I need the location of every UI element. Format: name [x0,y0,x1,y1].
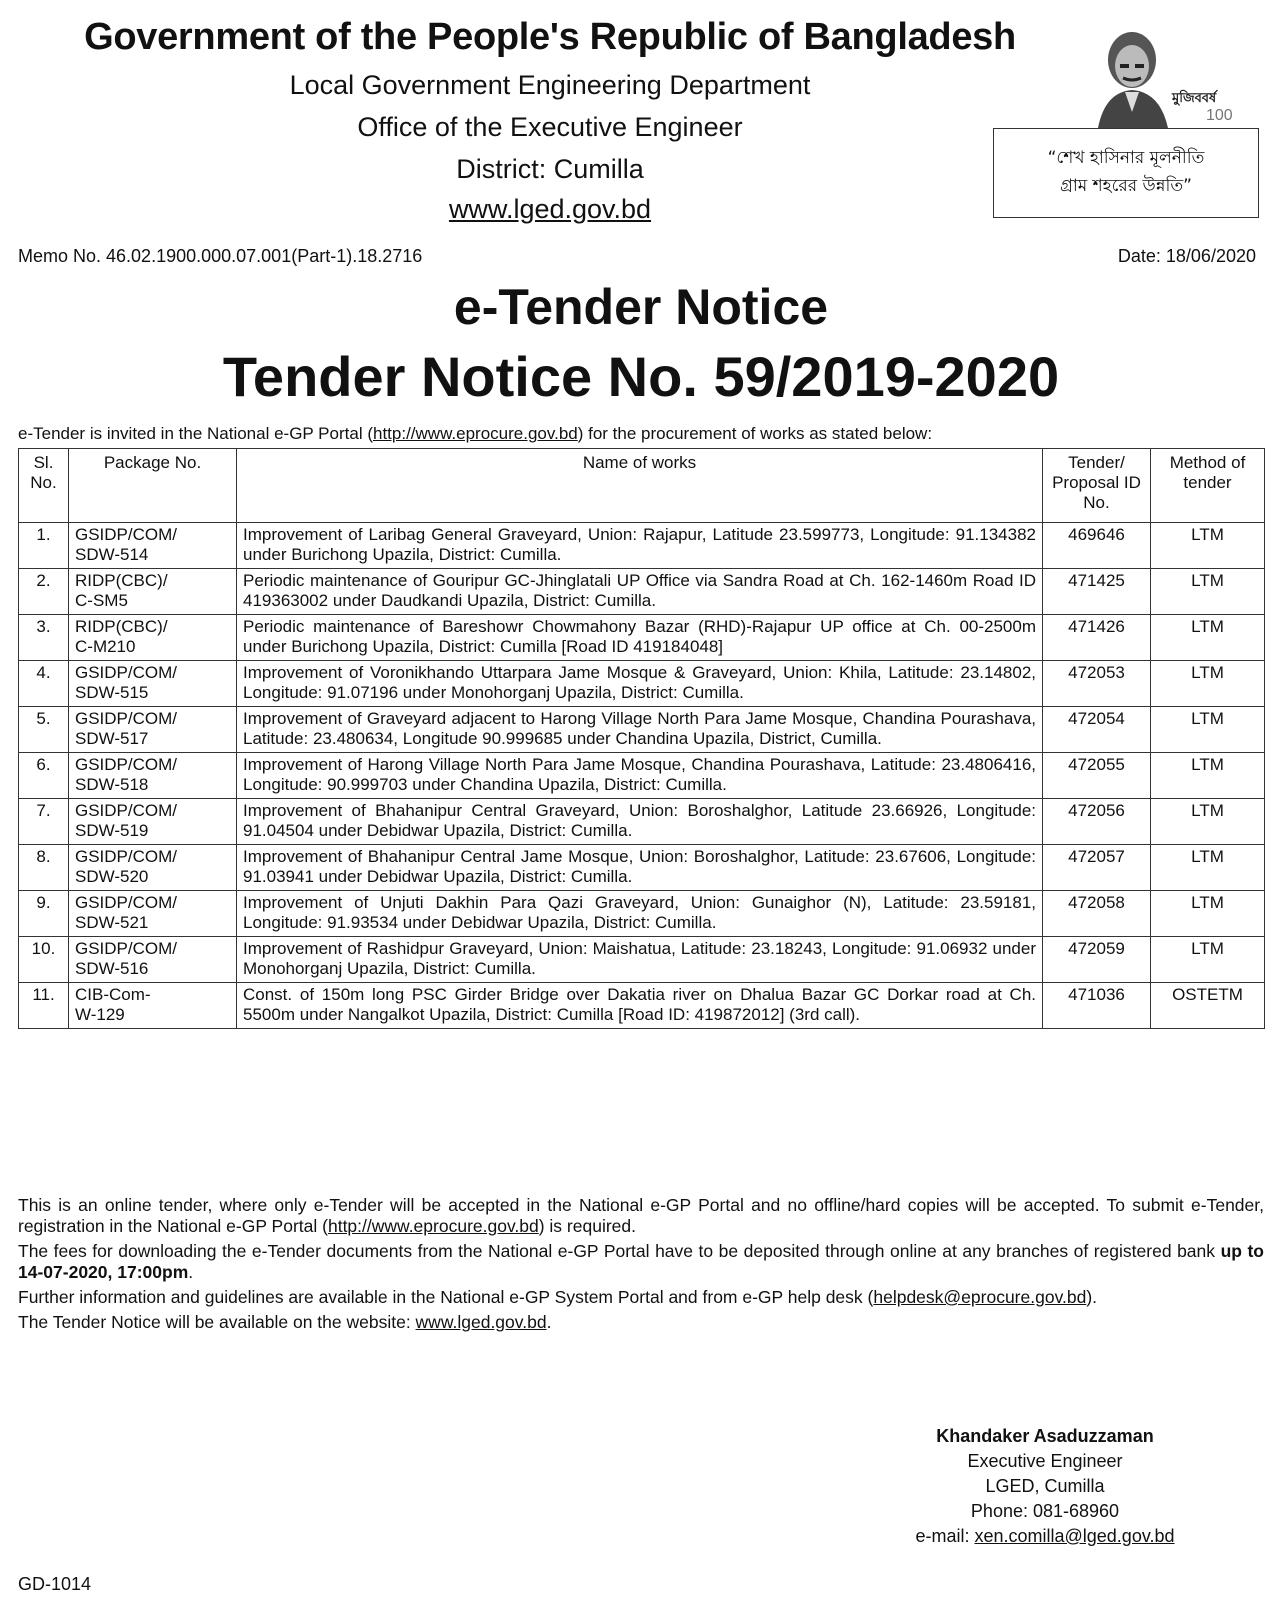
fees-paragraph: The fees for downloading the e-Tender documents from the National e-GP Portal have to be deposited through online at any branches of registered bank up to 14-07-2020, 17:00pm. [18,1241,1264,1282]
package-line-2: C-M210 [75,637,136,656]
lged-website-link[interactable]: www.lged.gov.bd [415,1312,547,1332]
table-row [19,799,1265,845]
package-line-1: GSIDP/COM/ [75,847,178,866]
row-sl: 11. [19,983,69,1029]
row-tender-id: 472053 [1043,661,1151,707]
row-work-name: Const. of 150m long PSC Girder Bridge over Dakatia river on Dhalua Bazar GC Dorkar road at Ch. 5500m under Nangalkot Upazila, District: Cumilla [Road ID: 419872012] (3rd call). [237,983,1043,1029]
row-package [69,937,237,983]
government-title: Government of the People's Republic of Bangladesh [84,16,1016,58]
slogan-box [993,128,1259,218]
package-line-1: GSIDP/COM/ [75,755,178,774]
row-work-name: Periodic maintenance of Gouripur GC-Jhinglatali UP Office via Sandra Road at Ch. 162-1460m Road ID 419363002 under Daudkandi Upazila, District: Cumilla. [237,569,1043,615]
package-line-2: SDW-515 [75,683,149,702]
table-row [19,983,1265,1029]
row-tender-id: 471036 [1043,983,1151,1029]
district-name: District: Cumilla [456,154,644,184]
signatory-name: Khandaker Asaduzzaman [936,1426,1154,1446]
row-method: LTM [1151,707,1265,753]
row-sl: 9. [19,891,69,937]
row-tender-id: 471425 [1043,569,1151,615]
table-header-row [19,449,1265,523]
row-method: LTM [1151,523,1265,569]
row-tender-id: 472057 [1043,845,1151,891]
row-work-name: Improvement of Laribag General Graveyard, Union: Rajapur, Latitude 23.599773, Longitude: 91.134382 under Burichong Upazila, District: Cumilla. [237,523,1043,569]
table-row [19,615,1265,661]
row-package [69,523,237,569]
row-package [69,845,237,891]
package-line-1: GSIDP/COM/ [75,663,178,682]
signature-block [880,1424,1210,1549]
col-name: Name of works [237,449,1043,523]
package-line-1: GSIDP/COM/ [75,709,178,728]
slogan-line-1: “শেখ হাসিনার মূলনীতি [1047,148,1205,168]
gd-code: GD-1014 [18,1574,92,1594]
col-package: Package No. [69,449,237,523]
table-row [19,569,1265,615]
helpdesk-paragraph: Further information and guidelines are available in the National e-GP System Portal and from e-GP help desk (helpdesk@eprocure.gov.bd). [18,1287,1098,1307]
row-work-name: Improvement of Rashidpur Graveyard, Union: Maishatua, Latitude: 23.18243, Longitude: 91.06932 under Monohorganj Upazila, District: Cumilla. [237,937,1043,983]
row-method: LTM [1151,753,1265,799]
svg-text:মুজিববর্ষ: মুজিববর্ষ [1172,91,1217,106]
slogan-line-2: গ্রাম শহরের উন্নতি” [1060,176,1192,196]
row-sl: 7. [19,799,69,845]
package-line-2: W-129 [75,1005,125,1024]
row-tender-id: 471426 [1043,615,1151,661]
table-row [19,937,1265,983]
package-line-2: SDW-521 [75,913,149,932]
row-sl: 3. [19,615,69,661]
package-line-1: GSIDP/COM/ [75,525,178,544]
signatory-phone: Phone: 081-68960 [970,1501,1120,1521]
row-work-name: Improvement of Bhahanipur Central Graveyard, Union: Boroshalghor, Latitude 23.66926, Longitude: 91.04504 under Debidwar Upazila, District: Cumilla. [237,799,1043,845]
row-sl: 8. [19,845,69,891]
table-row [19,661,1265,707]
package-line-2: SDW-516 [75,959,149,978]
row-method: LTM [1151,661,1265,707]
online-tender-paragraph: This is an online tender, where only e-Tender will be accepted in the National e-GP Portal and no offline/hard copies will be accepted. To submit e-Tender, registration in the National e-GP Portal (http://www.eprocure.gov.bd) is required. [18,1195,1264,1236]
row-package [69,799,237,845]
row-package [69,983,237,1029]
svg-text:100: 100 [1206,107,1233,124]
row-tender-id: 472059 [1043,937,1151,983]
table-row [19,707,1265,753]
package-line-2: SDW-514 [75,545,149,564]
notice-title: e-Tender Notice [453,279,829,335]
package-line-2: C-SM5 [75,591,128,610]
package-line-1: GSIDP/COM/ [75,801,178,820]
row-work-name: Periodic maintenance of Bareshowr Chowmahony Bazar (RHD)-Rajapur UP office at Ch. 00-2500m under Burichong Upazila, District: Cumilla [Road ID 419184048] [237,615,1043,661]
row-work-name: Improvement of Harong Village North Para Jame Mosque, Chandina Pourashava, Latitude: 23.4806416, Longitude: 90.999703 under Chandina Upazila, District: Cumilla. [237,753,1043,799]
row-package [69,707,237,753]
col-id: Tender/ Proposal ID No. [1043,449,1151,523]
row-package [69,891,237,937]
row-method: LTM [1151,891,1265,937]
table-row [19,753,1265,799]
website-paragraph: The Tender Notice will be available on the website: www.lged.gov.bd. [18,1312,552,1332]
package-line-1: GSIDP/COM/ [75,893,178,912]
package-line-1: RIDP(CBC)/ [75,617,168,636]
table-row [19,891,1265,937]
row-method: OSTETM [1151,983,1265,1029]
row-work-name: Improvement of Bhahanipur Central Jame Mosque, Union: Boroshalghor, Latitude: 23.67606, Longitude: 91.03941 under Debidwar Upazila, District: Cumilla. [237,845,1043,891]
row-tender-id: 469646 [1043,523,1151,569]
tender-table [18,448,1265,1029]
terms-block [18,1195,1264,1337]
portrait-icon [1070,20,1240,130]
office-name: Office of the Executive Engineer [357,112,743,142]
mujib-borsho-logo [1070,20,1240,130]
package-line-2: SDW-520 [75,867,149,886]
row-sl: 4. [19,661,69,707]
row-method: LTM [1151,845,1265,891]
row-tender-id: 472058 [1043,891,1151,937]
signatory-office: LGED, Cumilla [985,1476,1105,1496]
row-method: LTM [1151,615,1265,661]
deadline: up to 14-07-2020, 17:00pm [18,1241,1264,1282]
tender-notice-number: Tender Notice No. 59/2019-2020 [222,345,1060,408]
row-method: LTM [1151,937,1265,983]
row-method: LTM [1151,569,1265,615]
row-tender-id: 472056 [1043,799,1151,845]
row-package [69,661,237,707]
invitation-line: e-Tender is invited in the National e-GP Portal (http://www.eprocure.gov.bd) for the procurement of works as stated below: [18,424,933,443]
row-tender-id: 472055 [1043,753,1151,799]
header-website-link[interactable]: www.lged.gov.bd [448,194,652,224]
signatory-email-link[interactable]: xen.comilla@lged.gov.bd [974,1526,1175,1546]
row-method: LTM [1151,799,1265,845]
notice-date: Date: 18/06/2020 [1117,246,1256,266]
row-sl: 6. [19,753,69,799]
table-row [19,845,1265,891]
row-work-name: Improvement of Voronikhando Uttarpara Jame Mosque & Graveyard, Union: Khila, Latitude: 23.14802, Longitude: 91.07196 under Monohorganj Upazila, District: Cumilla. [237,661,1043,707]
package-line-1: GSIDP/COM/ [75,939,178,958]
row-work-name: Improvement of Unjuti Dakhin Para Qazi Graveyard, Union: Gunaighor (N), Latitude: 23.59181, Longitude: 91.93534 under Debidwar Upazila, District: Cumilla. [237,891,1043,937]
row-sl: 10. [19,937,69,983]
row-package [69,569,237,615]
row-work-name: Improvement of Graveyard adjacent to Harong Village North Para Jame Mosque, Chandina Pourashava, Latitude: 23.480634, Longitude 90.999685 under Chandina Upazila, District, Cumilla. [237,707,1043,753]
package-line-2: SDW-518 [75,775,149,794]
row-package [69,753,237,799]
table-row [19,523,1265,569]
package-line-2: SDW-517 [75,729,149,748]
col-sl: Sl. No. [19,449,69,523]
col-method: Method of tender [1151,449,1265,523]
row-sl: 5. [19,707,69,753]
signatory-designation: Executive Engineer [967,1451,1123,1471]
package-line-1: CIB-Com- [75,985,151,1004]
department-name: Local Government Engineering Department [289,70,811,100]
eprocure-link[interactable]: http://www.eprocure.gov.bd [372,424,578,443]
package-line-2: SDW-519 [75,821,149,840]
row-sl: 2. [19,569,69,615]
signatory-email-line: e-mail: xen.comilla@lged.gov.bd [915,1526,1175,1546]
row-tender-id: 472054 [1043,707,1151,753]
helpdesk-email-link[interactable]: helpdesk@eprocure.gov.bd [873,1287,1087,1307]
eprocure-link-2[interactable]: http://www.eprocure.gov.bd [327,1216,539,1236]
row-package [69,615,237,661]
memo-number: Memo No. 46.02.1900.000.07.001(Part-1).18.2716 [18,246,423,266]
row-sl: 1. [19,523,69,569]
package-line-1: RIDP(CBC)/ [75,571,168,590]
